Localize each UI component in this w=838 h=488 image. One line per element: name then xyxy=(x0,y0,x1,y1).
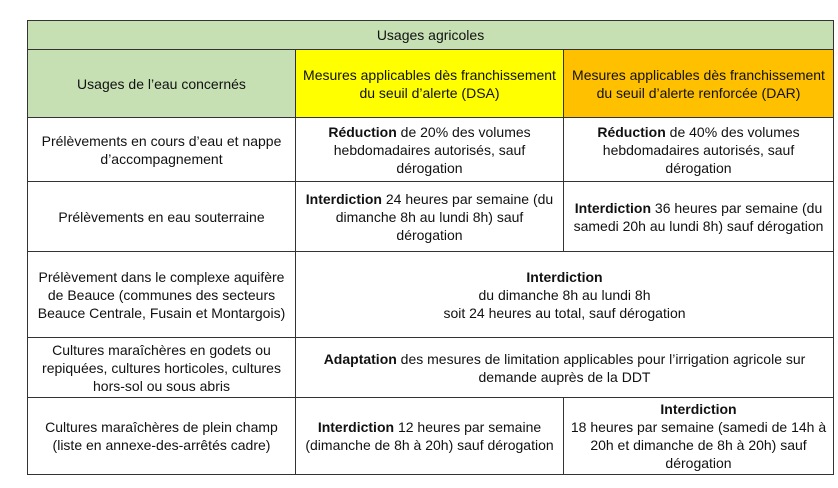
table-row xyxy=(28,182,834,252)
dar-cell xyxy=(564,118,834,182)
dar-cell xyxy=(564,398,834,475)
table-row xyxy=(28,398,834,475)
dsa-cell xyxy=(296,398,564,475)
dsa-cell xyxy=(296,182,564,252)
measure-text: 24 heures par semaine (du dimanche 8h au lundi 8h) sauf dérogation xyxy=(335,190,554,243)
measure-text: de 20% des volumes hebdomadaires autorisés, sauf dérogation xyxy=(333,123,531,176)
usage-cell: Prélèvements en cours d’eau et nappe d’accompagnement xyxy=(28,118,296,182)
header-dsa: Mesures applicables dès franchissement du seuil d’alerte (DSA) xyxy=(296,50,564,118)
usage-text: Cultures maraîchères de plein champ xyxy=(45,419,278,435)
measure-keyword: Réduction xyxy=(597,123,666,140)
dar-cell xyxy=(564,182,834,252)
usage-note: (liste en annexe-des-arrêtés cadre) xyxy=(52,437,271,453)
measure-text: 18 heures par semaine (samedi de 14h à 20h et dimanche de 8h à 20h) sauf dérogation xyxy=(570,419,827,471)
usage-cell: Cultures maraîchères en godets ou repiquées, cultures horticoles, cultures hors-sol ou sous abris xyxy=(28,338,296,398)
header-dar: Mesures applicables dès franchissement du seuil d’alerte renforcée (DAR) xyxy=(564,50,834,118)
merged-measure-cell xyxy=(296,252,834,338)
title-row xyxy=(28,21,834,50)
measure-text: 36 heures par semaine (du samedi 20h au lundi 8h) sauf dérogation xyxy=(573,199,824,234)
measure-keyword: Interdiction xyxy=(660,401,737,417)
table-row xyxy=(28,252,834,338)
measure-keyword: Interdiction xyxy=(526,268,603,285)
measure-keyword: Adaptation xyxy=(323,350,397,367)
usage-cell: Prélèvements en eau souterraine xyxy=(28,182,296,252)
table-row xyxy=(28,338,834,398)
dsa-cell xyxy=(296,118,564,182)
measure-text: des mesures de limitation applicables pour l’irrigation agricole sur demande auprès de la DDT xyxy=(396,350,806,385)
header-usage: Usages de l’eau concernés xyxy=(28,50,296,118)
usage-cell xyxy=(28,398,296,475)
measure-keyword: Interdiction xyxy=(305,190,382,207)
agricultural-usages-table xyxy=(27,20,834,475)
measure-text: soit 24 heures au total, sauf dérogation xyxy=(443,304,686,321)
measure-keyword: Interdiction xyxy=(574,199,652,216)
measure-text: de 40% des volumes hebdomadaires autorisés, sauf dérogation xyxy=(602,123,800,176)
table-row xyxy=(28,118,834,182)
usage-cell: Prélèvement dans le complexe aquifère de Beauce (communes des secteurs Beauce Centrale, Fusain et Montargois) xyxy=(28,252,296,338)
measure-keyword: Réduction xyxy=(328,123,397,140)
measure-text: 12 heures par semaine (dimanche de 8h à 20h) sauf dérogation xyxy=(305,419,554,453)
measure-keyword: Interdiction xyxy=(317,419,395,435)
header-row xyxy=(28,50,834,118)
merged-measure-cell xyxy=(296,338,834,398)
table-title: Usages agricoles xyxy=(28,21,834,50)
measure-text: du dimanche 8h au lundi 8h xyxy=(478,286,651,303)
